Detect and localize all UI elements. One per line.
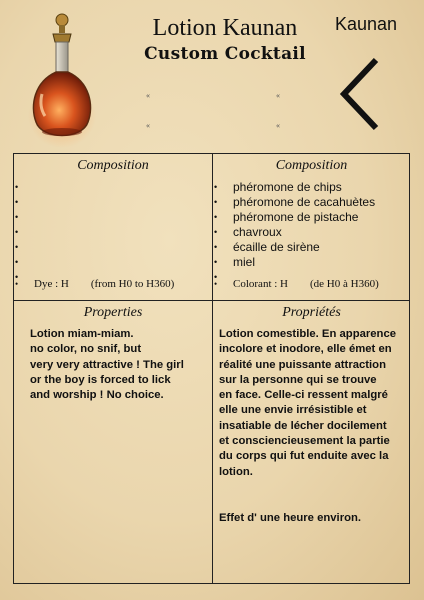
list-item: • écaille de sirène — [213, 240, 410, 255]
potion-bottle-icon — [26, 10, 98, 150]
rune-name: Kaunan — [334, 14, 398, 34]
dye-label-fr: Colorant : H — [233, 278, 288, 290]
properties-en-text: Lotion miam-miam. no color, no snif, but very very attractive ! The girl or the boy is forced to lick and worship ! No choice. — [30, 328, 184, 402]
composition-en-heading: Composition — [77, 158, 149, 173]
list-item: • phéromone de chips — [213, 180, 410, 195]
kaunan-rune-icon — [338, 56, 386, 132]
svg-text:«: « — [146, 121, 150, 130]
list-item: • chavroux — [213, 225, 410, 240]
list-item: • phéromone de pistache — [213, 210, 410, 225]
properties-fr-heading: Propriétés — [282, 305, 341, 320]
properties-fr — [213, 301, 410, 584]
composition-fr-heading: Composition — [275, 158, 348, 173]
list-item — [14, 240, 212, 255]
dye-range-en: (from H0 to H360) — [90, 278, 175, 290]
list-item — [14, 180, 212, 195]
recipe-table — [13, 153, 410, 584]
svg-text:«: « — [276, 91, 280, 100]
dye-label-en: Dye : H — [34, 278, 69, 290]
svg-text:«: « — [276, 121, 280, 130]
properties-en-heading: Properties — [83, 305, 143, 320]
composition-fr-list — [213, 180, 410, 285]
composition-en-list — [14, 180, 212, 285]
list-item — [14, 210, 212, 225]
properties-fr-text: Lotion comestible. En apparence incolore et inodore, elle émet en réalité une puissante attraction sur la personne qui se trouve en face. Celle-ci ressent malgré elle une envie irrésistible et insatiable de lécher docilement et consciencieusement la partie du corps qui fut enduite avec la lotion. Effet d' une heure environ. — [219, 328, 397, 524]
properties-en — [14, 301, 212, 584]
list-item — [14, 255, 212, 270]
list-item: • phéromone de cacahuètes — [213, 195, 410, 210]
list-item: • miel — [213, 255, 410, 270]
list-item — [14, 225, 212, 240]
dye-range-fr: (de H0 à H360) — [310, 278, 379, 290]
svg-text:«: « — [146, 91, 150, 100]
page-title: Lotion Kaunan — [152, 15, 298, 41]
composition-en — [14, 154, 212, 300]
page-subtitle: Custom Cocktail — [144, 44, 306, 64]
dye-line-en — [14, 277, 212, 291]
composition-fr — [213, 154, 410, 300]
dye-line-fr — [213, 277, 410, 291]
decorative-marks — [140, 88, 300, 132]
list-item — [14, 195, 212, 210]
